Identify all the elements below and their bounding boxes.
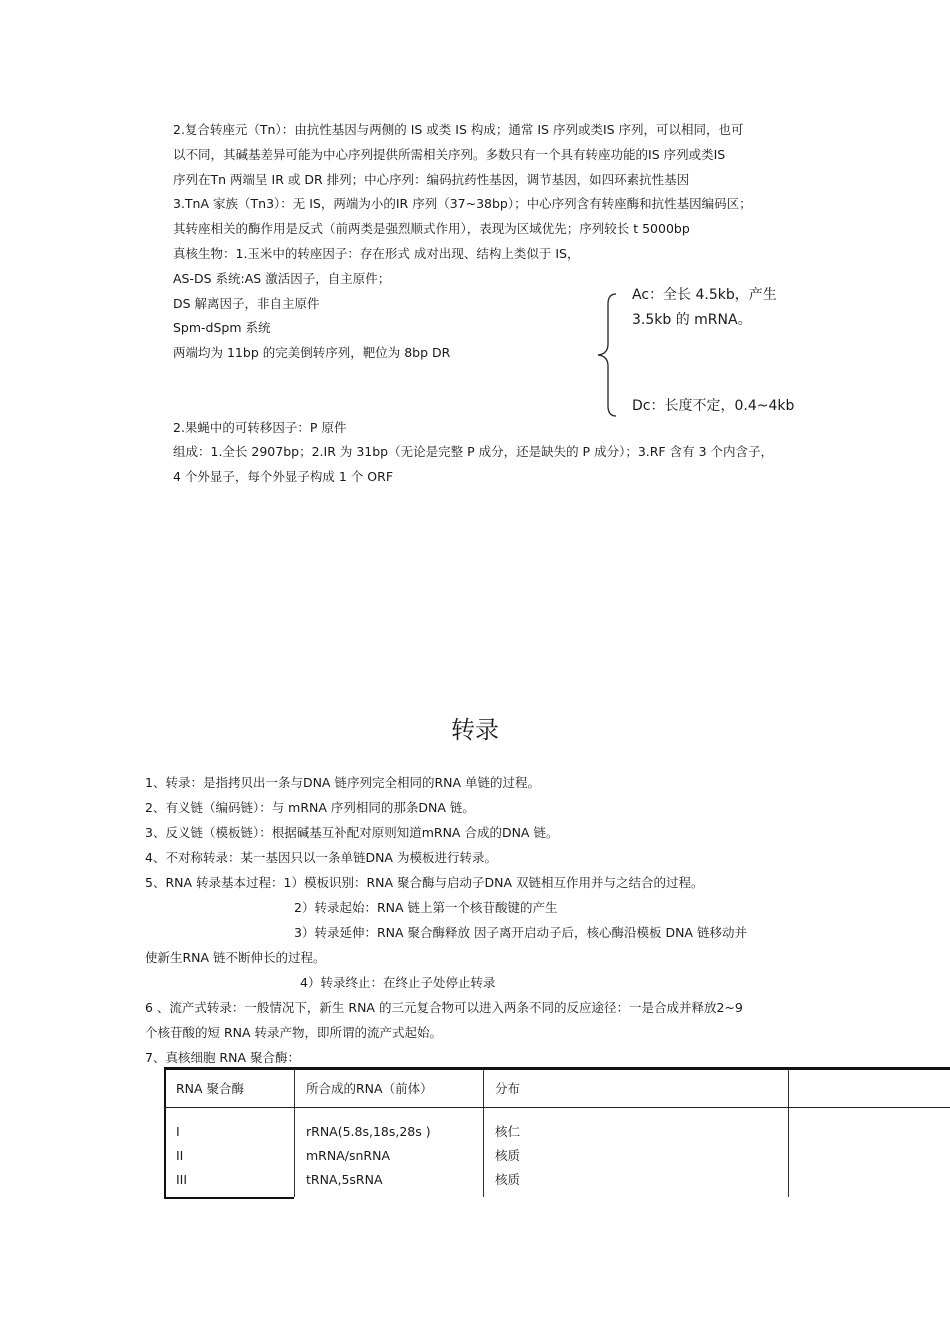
table-cell-product — [294, 1108, 483, 1211]
dc-note: Dc：长度不定，0.4~4kb — [632, 398, 795, 414]
text-line: 序列在Tn 两端呈 IR 或 DR 排列；中心序列：编码抗药性基因，调节基因，如四环素抗性基因 — [173, 172, 690, 187]
cell-value: I — [176, 1124, 180, 1139]
list-item: 2）转录起始：RNA 链上第一个核苷酸键的产生 — [294, 900, 558, 915]
section-title: 转录 — [451, 716, 499, 744]
text-line: 组成：1.全长 2907bp；2.IR 为 31bp（无论是完整 P 成分，还是缺失的 P 成分）；3.RF 含有 3 个内含子， — [173, 444, 773, 459]
text-line: 以不同，其碱基差异可能为中心序列提供所需相关序列。多数只有一个具有转座功能的IS 序列或类IS — [173, 147, 726, 162]
ac-note-line1: Ac：全长 4.5kb，产生 — [632, 287, 777, 303]
table-header-cell: RNA 聚合酶 — [164, 1069, 294, 1108]
cell-value: 核质 — [495, 1148, 521, 1163]
list-item: 5、RNA 转录基本过程：1）模板识别：RNA 聚合酶与启动子DNA 双链相互作用并与之结合的过程。 — [145, 875, 704, 890]
list-item: 4）转录终止：在终止子处停止转录 — [300, 975, 496, 990]
text-line: Spm-dSpm 系统 — [173, 320, 271, 335]
curly-brace-icon — [594, 292, 624, 418]
table-cell-polymerase — [164, 1108, 294, 1211]
list-item: 1、转录：是指拷贝出一条与DNA 链序列完全相同的RNA 单链的过程。 — [145, 775, 541, 790]
list-item: 4、不对称转录：某一基因只以一条单链DNA 为模板进行转录。 — [145, 850, 497, 865]
text-line: 2.复合转座元（Tn）：由抗性基因与两侧的 IS 或类 IS 构成；通常 IS 序列或类IS 序列，可以相同，也可 — [173, 122, 744, 137]
table-header-cell: 分布 — [483, 1069, 788, 1108]
table-cell-empty — [788, 1108, 950, 1211]
table-header-row — [164, 1069, 950, 1108]
table-header-cell — [788, 1069, 950, 1108]
cell-value: tRNA,5sRNA — [306, 1172, 383, 1187]
text-line: AS-DS 系统:AS 激活因子，自主原件； — [173, 271, 391, 286]
text-line: 其转座相关的酶作用是反式（前两类是强烈顺式作用），表现为区域优先；序列较长 t 5000bp — [173, 221, 690, 236]
text-line: 2.果蝇中的可转移因子：P 原件 — [173, 420, 347, 435]
cell-value: 核仁 — [495, 1124, 521, 1139]
list-item: 使新生RNA 链不断伸长的过程。 — [145, 950, 326, 965]
cell-value: 核质 — [495, 1172, 521, 1187]
rna-polymerase-table — [164, 1069, 950, 1210]
cell-value: rRNA(5.8s,18s,28s ) — [306, 1124, 431, 1139]
list-item: 2、有义链（编码链）：与 mRNA 序列相同的那条DNA 链。 — [145, 800, 475, 815]
table-cell-location — [483, 1108, 788, 1211]
text-line: DS 解离因子，非自主原件 — [173, 296, 320, 311]
list-item: 3、反义链（模板链）：根据碱基互补配对原则知道mRNA 合成的DNA 链。 — [145, 825, 559, 840]
table-row — [164, 1108, 950, 1211]
cell-value: III — [176, 1172, 188, 1187]
table-header-cell: 所合成的RNA（前体） — [294, 1069, 483, 1108]
text-line: 3.TnA 家族（Tn3）：无 IS，两端为小的IR 序列（37~38bp）；中心序列含有转座酶和抗性基因编码区； — [173, 196, 752, 211]
list-item: 6 、流产式转录：一般情况下，新生 RNA 的三元复合物可以进入两条不同的反应途径：一是合成并释放2~9 — [145, 1000, 743, 1015]
cell-value: II — [176, 1148, 184, 1163]
text-line: 两端均为 11bp 的完美倒转序列，靶位为 8bp DR — [173, 345, 451, 360]
text-line: 4 个外显子，每个外显子构成 1 个 ORF — [173, 469, 394, 484]
ac-note-line2: 3.5kb 的 mRNA。 — [632, 312, 752, 328]
list-item: 3）转录延伸：RNA 聚合酶释放 因子离开启动子后，核心酶沿模板 DNA 链移动并 — [294, 925, 747, 940]
list-item: 个核苷酸的短 RNA 转录产物，即所谓的流产式起始。 — [145, 1025, 443, 1040]
list-item: 7、真核细胞 RNA 聚合酶： — [145, 1050, 300, 1065]
text-line: 真核生物：1.玉米中的转座因子：存在形式 成对出现、结构上类似于 IS， — [173, 246, 580, 261]
cell-value: mRNA/snRNA — [306, 1148, 390, 1163]
